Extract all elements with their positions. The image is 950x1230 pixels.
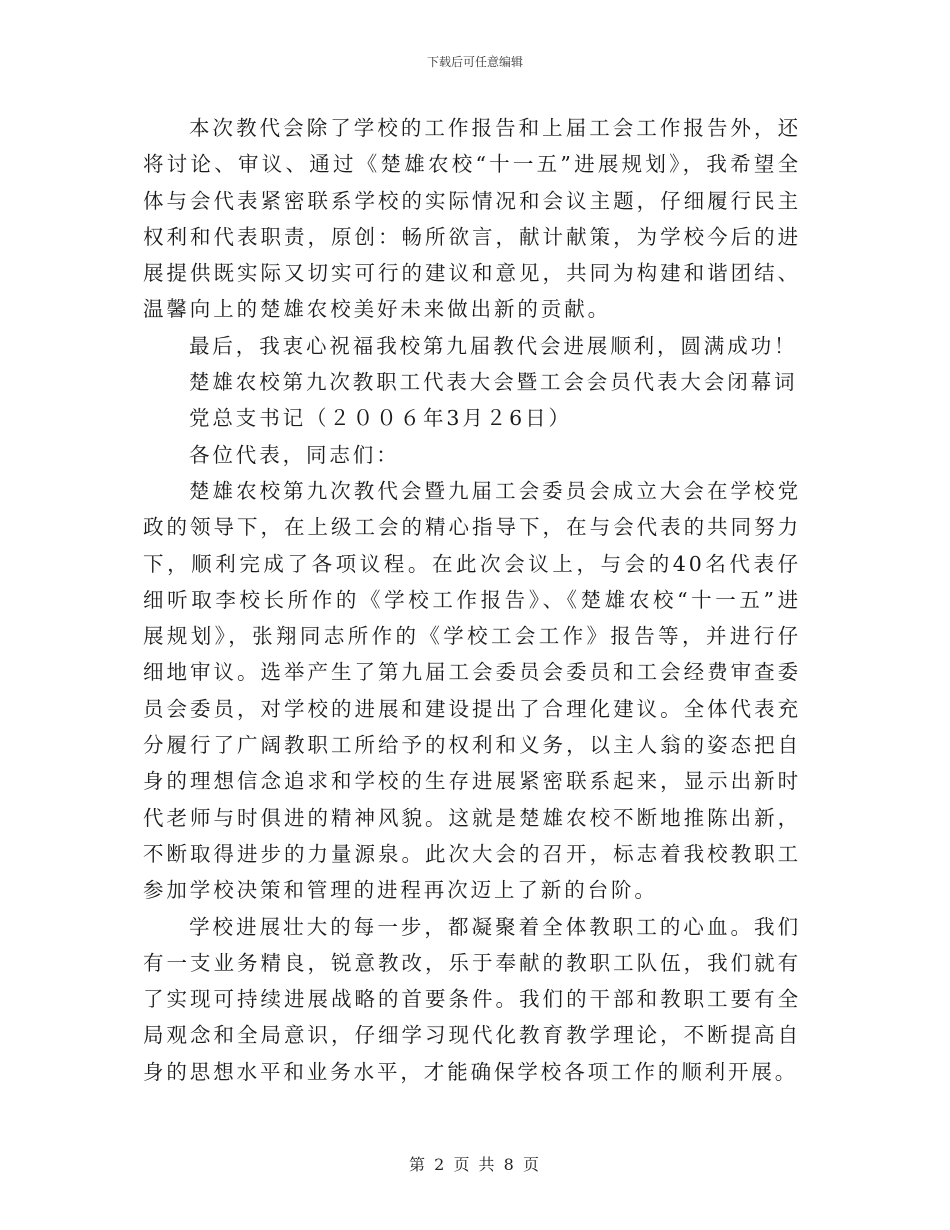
footer-label-total: 共: [478, 1155, 497, 1174]
page-number-footer: [0, 1155, 950, 1175]
paragraph-speaker-date: 党总支书记（２００６年3月２6日）: [189, 406, 572, 431]
document-body: [143, 110, 801, 1090]
paragraph-meeting-summary: 楚雄农校第九次教代会暨九届工会委员会成立大会在学校党政的领导下，在上级工会的精心指导下，在与会代表的共同努力下，顺利完成了各项议程。在此次会议上，与会的40名代表仔细听取李校长所作的《学校工作报告》、《楚雄农校“十一五”进展规划》，张翔同志所作的《学校工会工作》报告等，并进行仔细地审议。选举产生了第九届工会委员会委员和工会经费审查委员会委员，对学校的进展和建设提出了合理化建议。全体代表充分履行了广阔教职工所给予的权利和义务，以主人翁的姿态把自身的理想信念追求和学校的生存进展紧密联系起来，显示出新时代老师与时俱进的精神风貌。这就是楚雄农校不断地推陈出新，不断取得进步的力量源泉。此次大会的召开，标志着我校教职工参加学校决策和管理的进程再次迈上了新的台阶。: [143, 478, 801, 903]
footer-total-pages: 8: [503, 1155, 516, 1174]
paragraph-staff-development: 学校进展壮大的每一步，都凝聚着全体教职工的心血。我们有一支业务精良，锐意教改，乐于奉献的教职工队伍，我们就有了实现可持续进展战略的首要条件。我们的干部和教职工要有全局观念和全局意识，仔细学习现代化教育教学理论，不断提高自身的思想水平和业务水平，才能确保学校各项工作的顺利开展。: [143, 914, 801, 1084]
footer-label-unit-end: 页: [522, 1155, 541, 1174]
footer-label-unit: 页: [453, 1155, 472, 1174]
footer-label-page: 第: [409, 1155, 428, 1174]
paragraph-closing-wish: 最后，我衷心祝福我校第九届教代会进展顺利，圆满成功！: [189, 333, 798, 358]
paragraph-meeting-agenda: 本次教代会除了学校的工作报告和上届工会工作报告外，还将讨论、审议、通过《楚雄农校“十一五”进展规划》，我希望全体与会代表紧密联系学校的实际情况和会议主题，仔细履行民主权利和代表职责，原创：畅所欲言，献计献策，为学校今后的进展提供既实际又切实可行的建议和意见，共同为构建和谐团结、温馨向上的楚雄农校美好未来做出新的贡献。: [143, 116, 801, 322]
page-header-note: 下载后可任意编辑: [426, 55, 523, 69]
footer-current-page: 2: [434, 1155, 447, 1174]
paragraph-salutation: 各位代表，同志们：: [189, 442, 400, 467]
paragraph-speech-title: 楚雄农校第九次教职工代表大会暨工会会员代表大会闭幕词: [189, 370, 798, 395]
